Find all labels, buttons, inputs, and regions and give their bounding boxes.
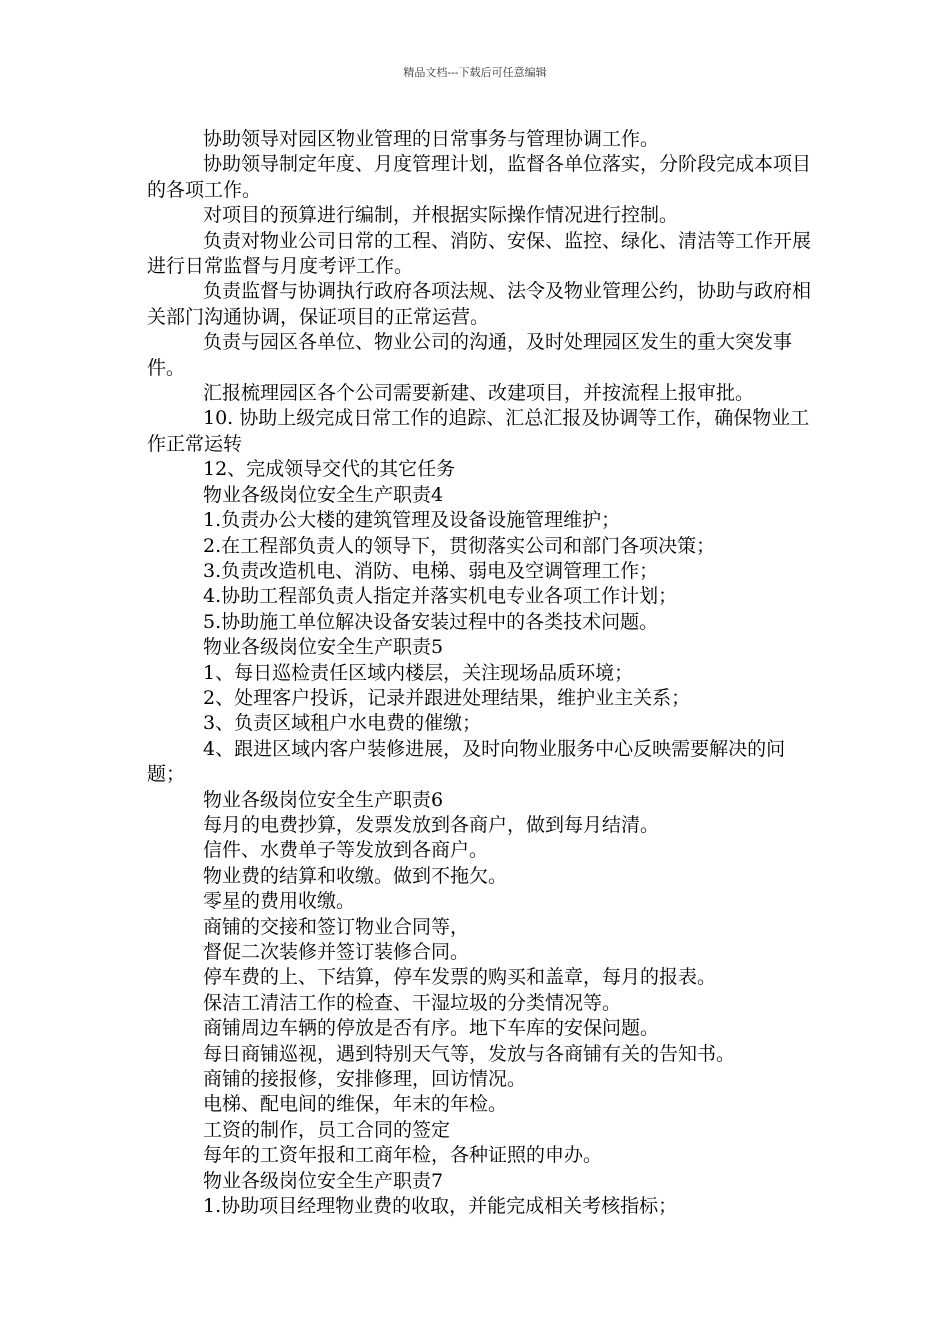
list-item: 停车费的上、下结算，停车发票的购买和盖章，每月的报表。 bbox=[203, 966, 717, 989]
paragraph: 对项目的预算进行编制，并根据实际操作情况进行控制。 bbox=[203, 204, 679, 227]
list-item: 电梯、配电间的维保，年末的年检。 bbox=[203, 1093, 508, 1116]
list-item: 1.负责办公大楼的建筑管理及设备设施管理维护； bbox=[203, 509, 621, 532]
list-item: 督促二次装修并签订装修合同。 bbox=[203, 941, 470, 963]
list-item: 4.协助工程部负责人指定并落实机电专业各项工作计划； bbox=[203, 585, 678, 608]
paragraph: 10. 协助上级完成日常工作的追踪、汇总汇报及协调等工作，确保物业工作正常运转 bbox=[147, 407, 810, 455]
list-item: 2.在工程部负责人的领导下，贯彻落实公司和部门各项决策； bbox=[203, 534, 716, 557]
section-heading: 物业各级岗位安全生产职责6 bbox=[203, 788, 444, 811]
list-item: 商铺的交接和签订物业合同等， bbox=[203, 915, 470, 938]
section-heading: 物业各级岗位安全生产职责5 bbox=[203, 636, 444, 659]
list-item: 零星的费用收缴。 bbox=[203, 890, 356, 913]
paragraph: 负责与园区各单位、物业公司的沟通，及时处理园区发生的重大突发事件。 bbox=[147, 331, 793, 379]
list-item: 1.协助项目经理物业费的收取，并能完成相关考核指标； bbox=[203, 1195, 678, 1218]
list-item: 商铺周边车辆的停放是否有序。地下车库的安保问题。 bbox=[203, 1017, 660, 1040]
list-item: 3、负责区域租户水电费的催缴； bbox=[203, 712, 482, 735]
list-item: 工资的制作，员工合同的签定 bbox=[203, 1118, 451, 1141]
section-heading: 物业各级岗位安全生产职责7 bbox=[203, 1169, 444, 1192]
paragraph: 负责监督与协调执行政府各项法规、法令及物业管理公约，协助与政府相关部门沟通协调，保证项目的正常运营。 bbox=[147, 280, 812, 328]
list-item: 1、每日巡检责任区域内楼层，关注现场品质环境； bbox=[203, 661, 634, 684]
list-item: 保洁工清洁工作的检查、干湿垃圾的分类情况等。 bbox=[203, 991, 622, 1014]
paragraph: 协助领导制定年度、月度管理计划，监督各单位落实，分阶段完成本项目的各项工作。 bbox=[147, 153, 812, 201]
paragraph: 协助领导对园区物业管理的日常事务与管理协调工作。 bbox=[203, 128, 660, 150]
list-item: 2、处理客户投诉，记录并跟进处理结果，维护业主关系； bbox=[203, 686, 691, 709]
paragraph: 汇报梳理园区各个公司需要新建、改建项目，并按流程上报审批。 bbox=[203, 382, 755, 405]
paragraph: 12、完成领导交代的其它任务 bbox=[203, 458, 456, 481]
list-item: 信件、水费单子等发放到各商户。 bbox=[203, 839, 489, 862]
list-item: 物业费的结算和收缴。做到不拖欠。 bbox=[203, 864, 508, 887]
list-item: 每月的电费抄算，发票发放到各商户，做到每月结清。 bbox=[203, 813, 660, 836]
list-item: 5.协助施工单位解决设备安装过程中的各类技术问题。 bbox=[203, 610, 659, 633]
list-item: 3.负责改造机电、消防、电梯、弱电及空调管理工作； bbox=[203, 559, 659, 582]
list-item: 4、跟进区域内客户装修进展，及时向物业服务中心反映需要解决的问题； bbox=[147, 737, 786, 786]
page-header: 精品文档---下载后可任意编辑 bbox=[403, 66, 547, 79]
list-item: 每年的工资年报和工商年检，各种证照的申办。 bbox=[203, 1144, 603, 1167]
list-item: 商铺的接报修，安排修理，回访情况。 bbox=[203, 1068, 527, 1091]
document-body bbox=[147, 127, 822, 1219]
paragraph: 负责对物业公司日常的工程、消防、安保、监控、绿化、清洁等工作开展进行日常监督与月度考评工作。 bbox=[147, 229, 812, 278]
list-item: 每日商铺巡视，遇到特别天气等，发放与各商铺有关的告知书。 bbox=[203, 1042, 736, 1065]
section-heading: 物业各级岗位安全生产职责4 bbox=[203, 483, 444, 506]
